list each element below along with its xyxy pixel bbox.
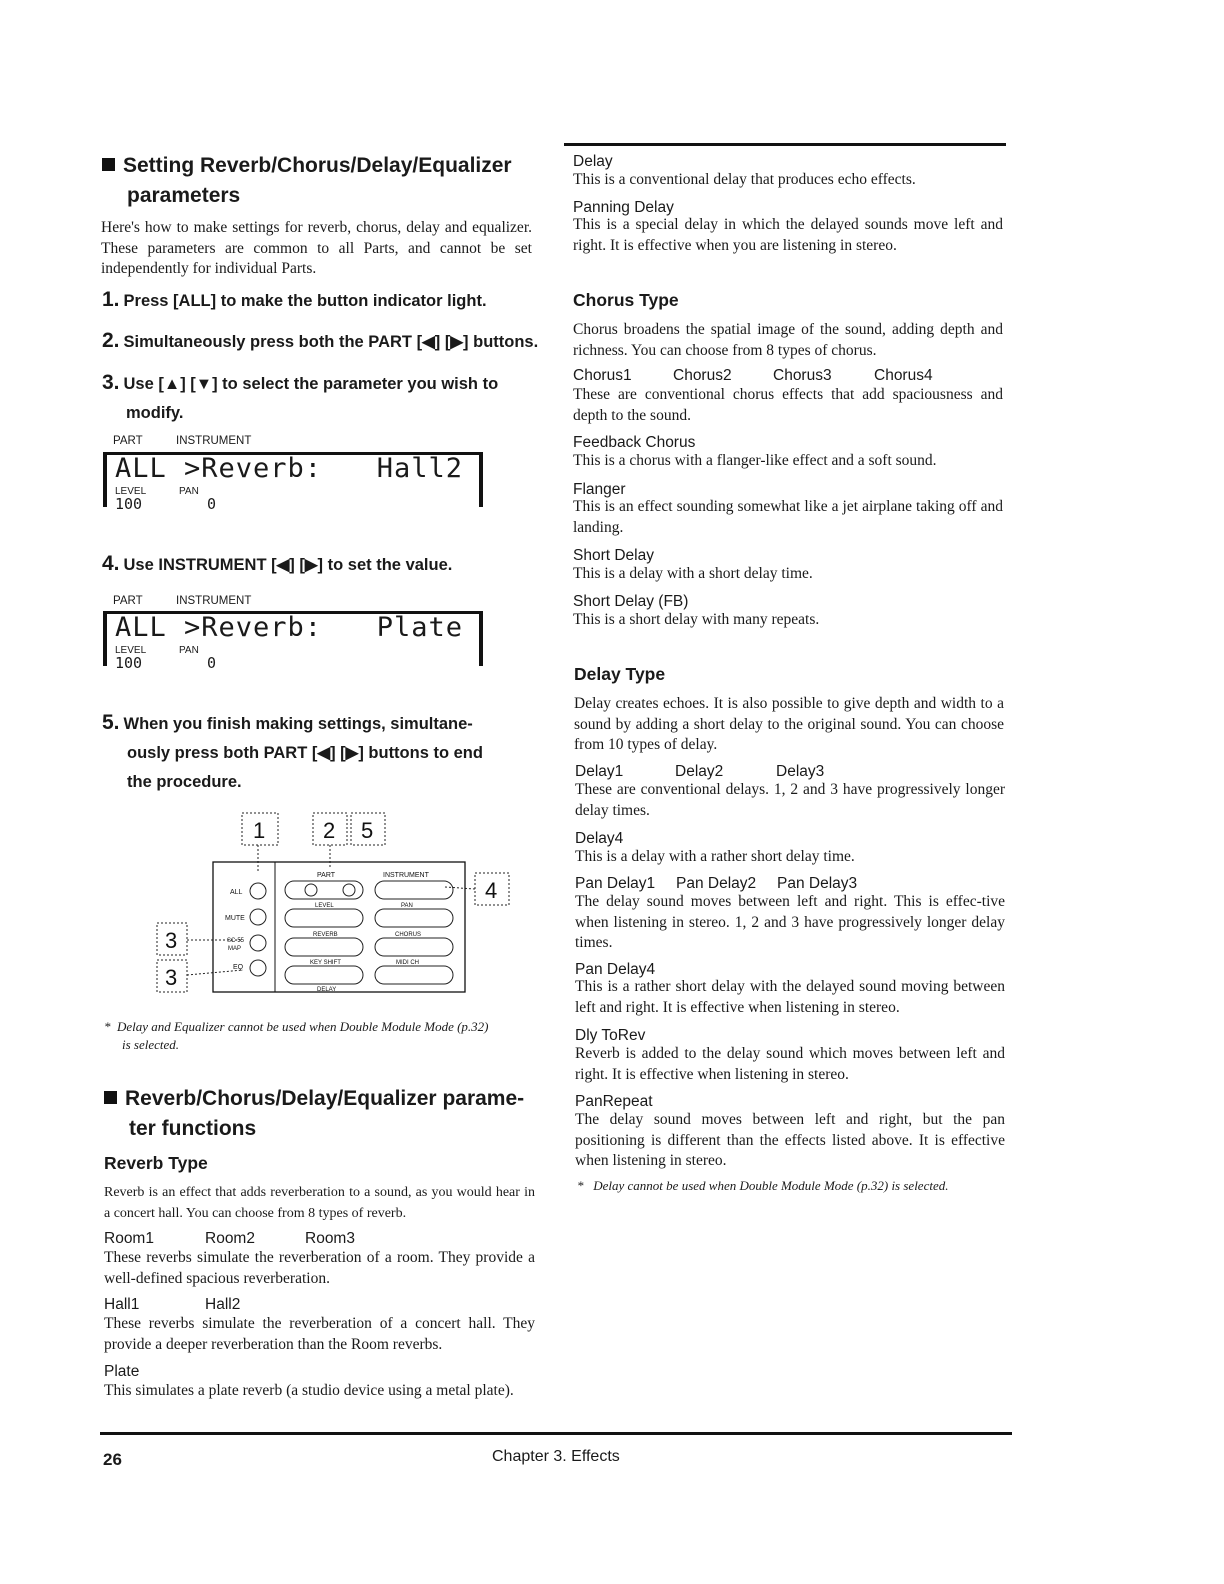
lcd2-main-text: ALL >Reverb: — [115, 612, 323, 643]
chorus-intro: Chorus broadens the spatial image of the sound, adding depth and richness. You can choose from 8 types of chorus. — [573, 321, 1003, 359]
panel-keyshift-label: KEY SHIFT — [310, 960, 341, 966]
front-panel-diagram — [145, 805, 520, 995]
step-4: 4. Use INSTRUMENT [◀] [▶] to set the value. — [102, 552, 453, 575]
feedback-chorus-term: Feedback Chorus — [573, 434, 696, 451]
panel-all-label: ALL — [230, 889, 243, 896]
section-title-setting: Setting Reverb/Chorus/Delay/Equalizer parameters — [102, 151, 542, 211]
panel-level-label: LEVEL — [315, 903, 334, 909]
room-description: These reverbs simulate the reverberation of a room. They provide a well-defined spacious reverberation. — [104, 1249, 535, 1287]
dly-torev-description: Reverb is added to the delay sound which moves between left and right. It is effective when listening in stereo. — [575, 1045, 1005, 1083]
pan-delay-123-terms: Pan Delay1 Pan Delay2 Pan Delay3 — [575, 875, 858, 892]
lcd2-value: Plate — [376, 612, 463, 643]
panel-chorus-label: CHORUS — [395, 932, 422, 938]
panel-reverb-label: REVERB — [313, 932, 338, 938]
top-rule — [564, 143, 1006, 146]
chorus-description: These are conventional chorus effects that add spaciousness and depth to the sound. — [573, 386, 1003, 424]
step-2: 2. Simultaneously press both the PART [◀] [▶] buttons. — [102, 329, 539, 352]
chorus-type-heading: Chorus Type — [573, 290, 679, 310]
lcd-display-1 — [103, 452, 483, 513]
panel-mute-label: MUTE — [225, 915, 245, 922]
lcd1-level-label: LEVEL — [115, 486, 147, 497]
callout-3b: 3 — [165, 965, 178, 990]
sc55-map-button — [250, 935, 266, 951]
callout-5: 5 — [361, 818, 374, 843]
callout-2: 2 — [323, 818, 336, 843]
short-delay-term: Short Delay — [573, 547, 654, 564]
pan-delay4-term: Pan Delay4 — [575, 961, 656, 978]
step-5: 5. When you finish making settings, simultane- ously press both PART [◀] [▶] buttons to end the procedure. — [102, 711, 483, 791]
panel-part-label: PART — [317, 872, 336, 879]
delay-intro: Delay creates echoes. It is also possible to give depth and width to a sound by adding a short delay to the original sound. You can choose from 10 types of delay. — [574, 695, 1004, 753]
lcd1-value: Hall2 — [376, 453, 463, 484]
panel-sc55-label: SC-55 — [227, 938, 245, 944]
dly-torev-term: Dly ToRev — [575, 1027, 646, 1044]
callout-4: 4 — [485, 878, 498, 903]
panel-instrument-label: INSTRUMENT — [383, 872, 429, 879]
lcd1-level-value: 100 — [115, 495, 143, 513]
square-bullet-icon — [104, 1091, 117, 1104]
delay-123-description: These are conventional delays. 1, 2 and 3 have progressively longer delay times. — [575, 781, 1005, 819]
hall-description: These reverbs simulate the reverberation of a concert hall. They provide a deeper reverberation than the Room reverbs. — [104, 1315, 535, 1353]
lcd1-pan-label: PAN — [179, 486, 199, 497]
page-number: 26 — [103, 1450, 122, 1469]
square-bullet-icon — [102, 158, 115, 171]
panrepeat-term: PanRepeat — [575, 1093, 653, 1110]
panning-delay-term: Panning Delay — [573, 199, 674, 216]
lcd1-pan-value: 0 — [207, 495, 217, 513]
flanger-term: Flanger — [573, 481, 626, 498]
note-delay-double-module: * Delay cannot be used when Double Module Mode (p.32) is selected. — [577, 1178, 949, 1193]
panrepeat-description: The delay sound moves between left and right, but the pan positioning is different than the effects listed above. It is effective when listening in stereo. — [575, 1111, 1005, 1169]
bottom-rule — [100, 1432, 1012, 1435]
lcd2-level-label: LEVEL — [115, 645, 147, 656]
callout-3a: 3 — [165, 928, 178, 953]
short-delay-fb-description: This is a short delay with many repeats. — [573, 611, 820, 628]
eq-button — [250, 960, 266, 976]
section-title-functions: Reverb/Chorus/Delay/Equalizer parame- ter functions — [104, 1084, 544, 1144]
feedback-chorus-description: This is a chorus with a flanger-like effect and a soft sound. — [573, 452, 937, 469]
reverb-intro: Reverb is an effect that adds reverberation to a sound, as you would hear in a concert hall. You can choose from 8 types of reverb. — [104, 1185, 535, 1221]
plate-description: This simulates a plate reverb (a studio device using a metal plate). — [104, 1382, 514, 1399]
reverb-room-terms: Room1 Room2 Room3 — [104, 1230, 355, 1247]
panel-eq-label: EQ — [233, 964, 244, 971]
all-button — [250, 883, 266, 899]
lcd1-main-text: ALL >Reverb: — [115, 453, 323, 484]
panel-pan-label: PAN — [401, 903, 413, 909]
lcd1-instrument-label: INSTRUMENT — [176, 435, 252, 447]
chapter-title: Chapter 3. Effects — [492, 1448, 620, 1465]
lcd2-instrument-label: INSTRUMENT — [176, 595, 252, 607]
lcd2-level-value: 100 — [115, 654, 143, 672]
lcd2-pan-value: 0 — [207, 654, 217, 672]
short-delay-description: This is a delay with a short delay time. — [573, 565, 813, 582]
delay-123-terms: Delay1 Delay2 Delay3 — [575, 763, 825, 780]
delay4-term: Delay4 — [575, 830, 624, 847]
flanger-description: This is an effect sounding somewhat like a jet airplane taking off and landing. — [573, 498, 1003, 536]
panel-map-label: MAP — [228, 946, 242, 952]
note-double-module: * Delay and Equalizer cannot be used when Double Module Mode (p.32) is selected. — [104, 1019, 489, 1052]
step-3: 3. Use [▲] [▼] to select the parameter you wish to modify. — [102, 371, 499, 422]
delay-term: Delay — [573, 153, 613, 170]
chorus-terms: Chorus1 Chorus2 Chorus3 Chorus4 — [573, 367, 933, 384]
delay-description: This is a conventional delay that produces echo effects. — [573, 171, 916, 188]
intro-paragraph: Here's how to make settings for reverb, chorus, delay and equalizer. These parameters are common to all Parts, and cannot be set independently for individual Parts. — [101, 219, 532, 277]
step-1: 1. Press [ALL] to make the button indicator light. — [102, 288, 487, 311]
panning-delay-description: This is a special delay in which the delayed sounds move left and right. It is effective when you are listening in stereo. — [573, 216, 1003, 254]
pan-delay-123-description: The delay sound moves between left and right. This is effec-tive when listening in stereo. 1, 2 and 3 have progressively longer delay times. — [575, 893, 1005, 951]
pan-delay4-description: This is a rather short delay with the delayed sound moving between left and right. It is effective when listening in stereo. — [575, 978, 1005, 1016]
mute-button — [250, 909, 266, 925]
reverb-type-heading: Reverb Type — [104, 1153, 208, 1173]
lcd2-part-label: PART — [113, 595, 143, 607]
plate-term: Plate — [104, 1363, 140, 1380]
reverb-hall-terms: Hall1 Hall2 — [104, 1296, 241, 1313]
panel-midich-label: MIDI CH — [396, 960, 419, 966]
panel-delay-label: DELAY — [317, 987, 337, 993]
lcd1-part-label: PART — [113, 435, 143, 447]
lcd-display-2 — [103, 611, 483, 672]
callout-1: 1 — [253, 818, 266, 843]
delay4-description: This is a delay with a rather short delay time. — [575, 848, 855, 865]
lcd2-pan-label: PAN — [179, 645, 199, 656]
short-delay-fb-term: Short Delay (FB) — [573, 593, 689, 610]
delay-type-heading: Delay Type — [574, 664, 666, 684]
